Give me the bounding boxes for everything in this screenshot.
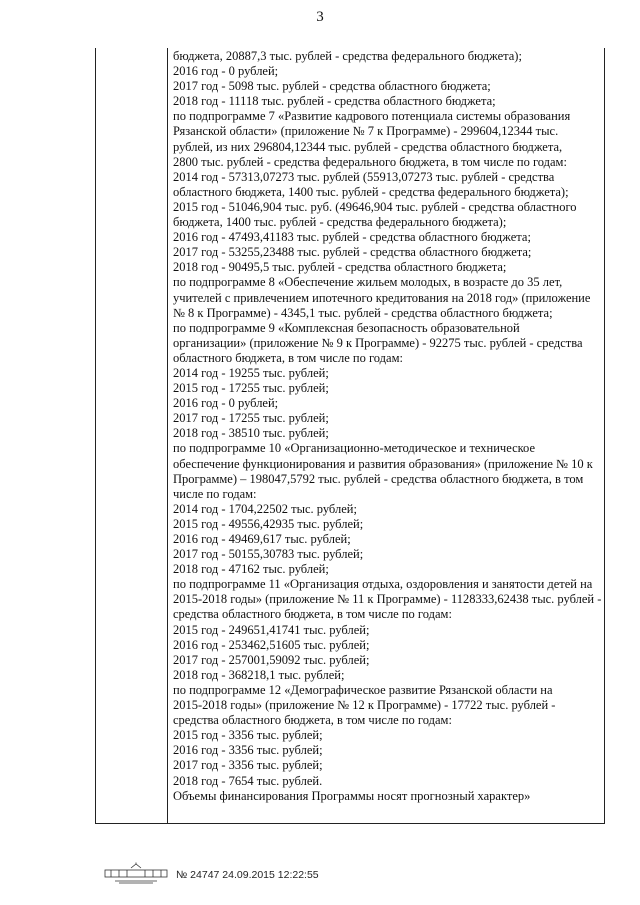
text-line: 2016 год - 3356 тыс. рублей; [173, 743, 323, 758]
text-line: средства областного бюджета, в том числе по годам: [173, 607, 452, 622]
registration-stamp: № 24747 24.09.2015 12:22:55 [176, 869, 319, 881]
text-line: 2015 год - 249651,41741 тыс. рублей; [173, 622, 370, 637]
text-line: 2017 год - 53255,23488 тыс. рублей - средства областного бюджета; [173, 245, 532, 260]
page-number: 3 [316, 9, 324, 25]
text-line: 2015 год - 3356 тыс. рублей; [173, 728, 323, 743]
text-line: Рязанской области» (приложение № 7 к Программе) - 299604,12344 тыс. [173, 124, 559, 139]
text-line: по подпрограмме 9 «Комплексная безопасность образовательной [173, 320, 520, 335]
table-text-cell [173, 49, 601, 804]
content-table [95, 48, 605, 824]
text-line: Программе) – 198047,5792 тыс. рублей - средства областного бюджета, в том [173, 471, 584, 486]
government-building-seal-icon [101, 862, 171, 886]
text-line: Объемы финансирования Программы носят прогнозный характер» [173, 788, 531, 803]
text-line: организации» (приложение № 9 к Программе) - 92275 тыс. рублей - средства [173, 335, 583, 350]
text-line: 2016 год - 0 рублей; [173, 64, 279, 79]
text-line: 2014 год - 57313,07273 тыс. рублей (55913,07273 тыс. рублей - средства [173, 169, 555, 184]
text-line: 2014 год - 1704,22502 тыс. рублей; [173, 501, 357, 516]
text-line: по подпрограмме 12 «Демографическое развитие Рязанской области на [173, 682, 553, 697]
text-line: 2017 год - 5098 тыс. рублей - средства областного бюджета; [173, 79, 491, 94]
text-line: 2800 тыс. рублей - средства федерального бюджета, в том числе по годам: [173, 154, 567, 169]
text-line: 2017 год - 17255 тыс. рублей; [173, 411, 329, 426]
table-left-column [96, 48, 168, 823]
text-line: 2015 год - 49556,42935 тыс. рублей; [173, 516, 364, 531]
text-line: по подпрограмме 7 «Развитие кадрового потенциала системы образования [173, 109, 571, 124]
text-line: 2016 год - 49469,617 тыс. рублей; [173, 532, 351, 546]
text-line: числе по годам: [173, 486, 257, 501]
text-line: 2018 год - 368218,1 тыс. рублей; [173, 667, 345, 682]
text-line: 2017 год - 50155,30783 тыс. рублей; [173, 547, 364, 562]
text-line: областного бюджета, 1400 тыс. рублей - средства федерального бюджета); [173, 184, 569, 199]
text-line: 2018 год - 47162 тыс. рублей; [173, 562, 329, 577]
text-line: обеспечение функционирования и развития образования» (приложение № 10 к [173, 456, 593, 471]
text-line: 2015 год - 17255 тыс. рублей; [173, 381, 329, 396]
text-line: № 8 к Программе) - 4345,1 тыс. рублей - средства областного бюджета; [173, 305, 553, 320]
text-line: 2017 год - 257001,59092 тыс. рублей; [173, 652, 370, 667]
text-line: 2018 год - 11118 тыс. рублей - средства областного бюджета; [173, 94, 496, 109]
text-line: 2018 год - 7654 тыс. рублей. [173, 773, 323, 788]
text-line: бюджета, 20887,3 тыс. рублей - средства федерального бюджета); [173, 49, 522, 63]
text-line: областного бюджета, в том числе по годам: [173, 350, 403, 365]
text-line: 2017 год - 3356 тыс. рублей; [173, 758, 323, 773]
text-line: 2014 год - 19255 тыс. рублей; [173, 365, 329, 380]
document-footer [101, 862, 401, 886]
text-line: по подпрограмме 8 «Обеспечение жильем молодых, в возрасте до 35 лет, [173, 275, 563, 290]
text-line: 2018 год - 90495,5 тыс. рублей - средства областного бюджета; [173, 260, 507, 275]
text-line: по подпрограмме 10 «Организационно-методическое и техническое [173, 441, 535, 456]
text-line: бюджета, 1400 тыс. рублей - средства федерального бюджета); [173, 215, 507, 230]
text-line: средства областного бюджета, в том числе по годам: [173, 713, 452, 728]
text-line: 2015-2018 годы» (приложение № 12 к Программе) - 17722 тыс. рублей - [173, 698, 556, 713]
text-line: 2016 год - 0 рублей; [173, 396, 279, 411]
text-line: 2016 год - 47493,41183 тыс. рублей - средства областного бюджета; [173, 230, 531, 245]
text-line: 2018 год - 38510 тыс. рублей; [173, 426, 329, 441]
text-line: 2015-2018 годы» (приложение № 11 к Программе) - 1128333,62438 тыс. рублей - [173, 592, 601, 607]
text-line: учителей с привлечением ипотечного кредитования на 2018 год» (приложение [173, 290, 591, 305]
text-line: 2016 год - 253462,51605 тыс. рублей; [173, 637, 370, 652]
text-line: 2015 год - 51046,904 тыс. руб. (49646,904 тыс. рублей - средства областного [173, 199, 577, 214]
text-line: рублей, из них 296804,12344 тыс. рублей - средства областного бюджета, [173, 139, 563, 154]
text-line: по подпрограмме 11 «Организация отдыха, оздоровления и занятости детей на [173, 577, 593, 592]
